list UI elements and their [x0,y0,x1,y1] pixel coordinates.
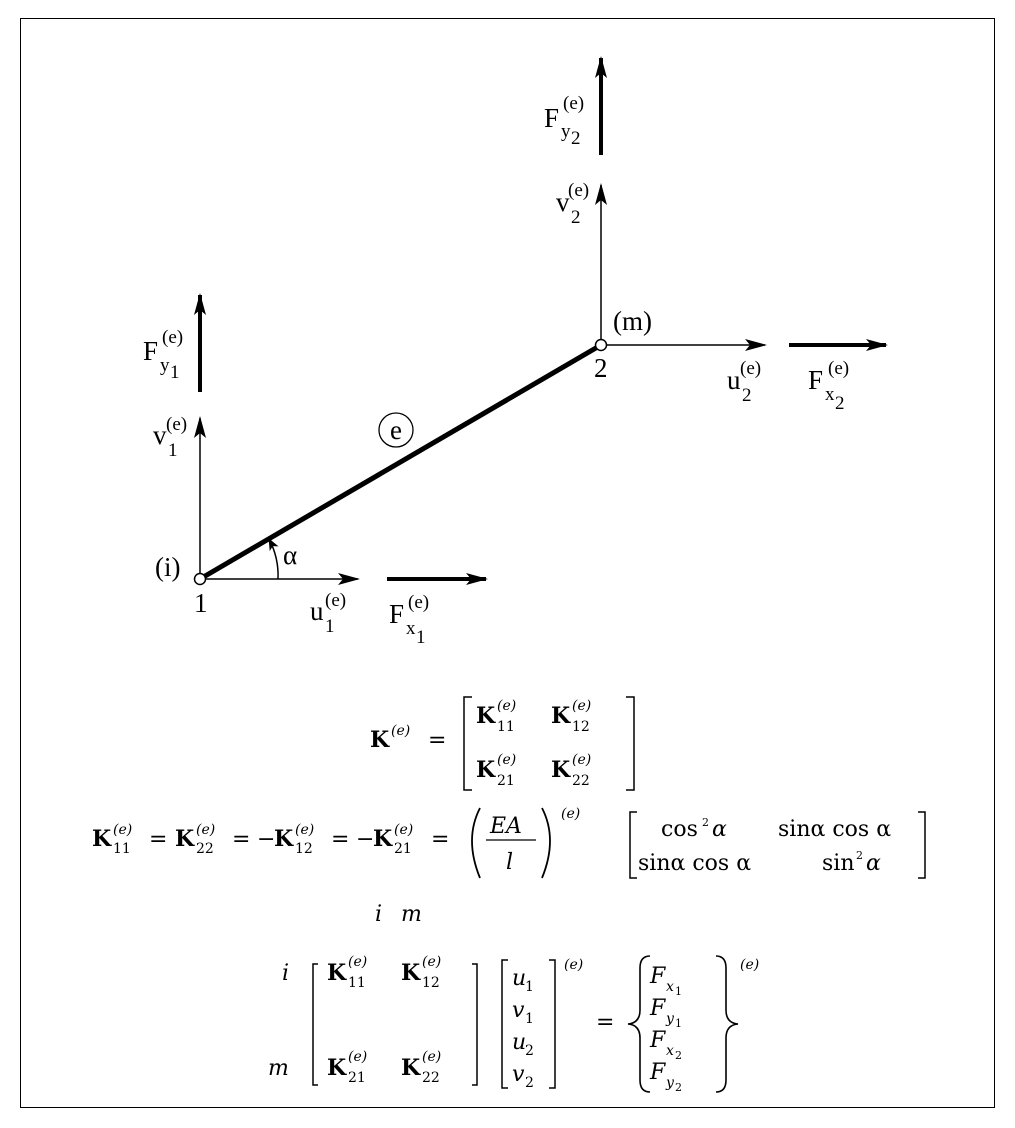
node-2-name: (m) [613,306,652,336]
submatrix-equation [92,806,925,878]
svg-text:(e): (e) [740,957,760,973]
svg-text:sinα cos α: sinα cos α [778,817,892,842]
svg-text:x: x [666,1043,674,1059]
svg-text:u: u [310,596,324,626]
v1-label [153,414,187,461]
svg-text:i: i [375,902,383,927]
svg-text:=: = [232,827,251,852]
v2-label [556,180,589,228]
svg-text:2: 2 [742,385,752,406]
svg-text:y: y [666,1075,674,1091]
svg-text:K: K [401,960,421,986]
svg-text:sin: sin [822,851,855,876]
svg-text:2: 2 [702,816,709,829]
svg-text:F: F [389,599,405,629]
svg-text:(e): (e) [348,954,368,970]
svg-text:F: F [650,964,666,989]
svg-text:22: 22 [422,1070,440,1086]
svg-text:K: K [476,703,496,729]
svg-text:2: 2 [525,1043,534,1059]
svg-text:α: α [866,851,881,876]
fx2-label [808,358,849,414]
svg-text:(e): (e) [740,358,762,379]
svg-text:v: v [153,420,167,450]
angle-arc [269,539,278,579]
svg-text:(e): (e) [568,180,590,201]
element-label: e [390,415,402,445]
svg-text:u: u [512,966,527,991]
svg-text:K: K [401,1055,421,1081]
svg-text:(e): (e) [422,954,442,970]
svg-text:22: 22 [572,773,590,789]
svg-text:(e): (e) [408,592,430,613]
node-1-number: 1 [194,588,208,618]
svg-text:i: i [282,961,290,986]
svg-text:(e): (e) [113,822,133,838]
svg-text:cos: cos [661,817,698,842]
svg-text:11: 11 [113,841,131,857]
svg-text:F: F [808,365,824,395]
svg-text:1: 1 [675,985,682,998]
svg-text:(e): (e) [325,590,347,611]
svg-text:u: u [727,365,741,395]
svg-text:12: 12 [572,719,590,735]
svg-text:21: 21 [497,773,515,789]
svg-text:(e): (e) [497,752,517,768]
svg-text:11: 11 [497,719,515,735]
svg-text:(e): (e) [391,723,411,739]
fx1-label [389,592,429,648]
svg-text:K: K [551,703,571,729]
svg-text:(e): (e) [394,822,414,838]
svg-text:−: − [257,827,276,852]
node-2-number: 2 [594,353,608,383]
svg-text:12: 12 [422,975,440,991]
svg-text:1: 1 [325,616,335,637]
svg-text:x: x [666,979,674,995]
svg-text:(e): (e) [561,806,581,822]
svg-text:F: F [143,336,159,366]
svg-text:m: m [401,902,422,927]
svg-text:(e): (e) [564,957,584,973]
svg-text:(e): (e) [295,822,315,838]
svg-text:v: v [512,998,525,1023]
svg-text:1: 1 [675,1017,682,1030]
svg-text:y: y [666,1011,674,1027]
node-1-name: (i) [155,552,181,582]
svg-text:v: v [512,1062,525,1087]
svg-text:l: l [506,850,514,875]
svg-text:α: α [712,817,727,842]
svg-text:−: − [356,827,375,852]
node-2 [596,340,607,351]
svg-text:1: 1 [168,440,178,461]
svg-text:(e): (e) [572,698,592,714]
svg-text:K: K [327,1055,347,1081]
svg-text:22: 22 [196,841,214,857]
u2-label [727,358,761,406]
svg-text:(e): (e) [166,414,188,435]
svg-text:(e): (e) [497,698,517,714]
svg-text:2: 2 [571,128,581,149]
svg-text:(e): (e) [422,1049,442,1065]
fy1-label [143,327,183,383]
svg-text:(e): (e) [348,1049,368,1065]
svg-text:21: 21 [348,1070,366,1086]
svg-text:2: 2 [856,849,863,862]
svg-text:(e): (e) [162,327,184,348]
svg-text:=: = [428,728,447,753]
svg-text:(e): (e) [563,93,585,114]
svg-text:F: F [544,103,560,133]
svg-text:F: F [650,1028,666,1053]
svg-text:2: 2 [675,1081,682,1094]
svg-text:2: 2 [525,1075,534,1091]
node-1 [195,574,206,585]
svg-text:=: = [331,827,350,852]
svg-text:K: K [274,826,294,852]
svg-text:y: y [561,121,571,142]
svg-text:21: 21 [394,841,412,857]
fy2-label [544,93,584,149]
svg-text:K: K [327,960,347,986]
svg-text:1: 1 [416,627,426,648]
svg-text:=: = [596,1010,615,1035]
svg-text:m: m [268,1056,289,1081]
angle-label: α [283,540,298,570]
svg-text:(e): (e) [572,752,592,768]
svg-text:K: K [175,826,195,852]
svg-text:11: 11 [348,975,366,991]
svg-text:(e): (e) [196,822,216,838]
svg-text:K: K [92,826,112,852]
svg-text:1: 1 [170,362,180,383]
svg-text:=: = [431,827,450,852]
svg-text:1: 1 [525,1011,534,1027]
svg-text:(e): (e) [828,358,850,379]
svg-text:K: K [551,757,571,783]
svg-text:u: u [512,1030,527,1055]
svg-text:F: F [650,996,666,1021]
stiffness-matrix-definition [370,697,634,790]
svg-text:2: 2 [675,1049,682,1062]
u1-label [310,590,346,637]
svg-text:K: K [370,727,390,753]
svg-text:sinα cos α: sinα cos α [638,851,752,876]
svg-text:y: y [160,355,170,376]
svg-text:x: x [406,618,416,639]
svg-text:EA: EA [490,814,522,839]
svg-text:K: K [373,826,393,852]
element-stiffness-system [268,902,759,1094]
svg-text:v: v [556,187,570,217]
svg-text:=: = [149,827,168,852]
svg-text:K: K [476,757,496,783]
bar-element [200,345,601,579]
svg-text:2: 2 [571,207,581,228]
svg-text:12: 12 [295,841,313,857]
svg-text:1: 1 [525,979,534,995]
svg-text:x: x [825,384,835,405]
svg-text:2: 2 [835,393,845,414]
svg-text:F: F [650,1060,666,1085]
